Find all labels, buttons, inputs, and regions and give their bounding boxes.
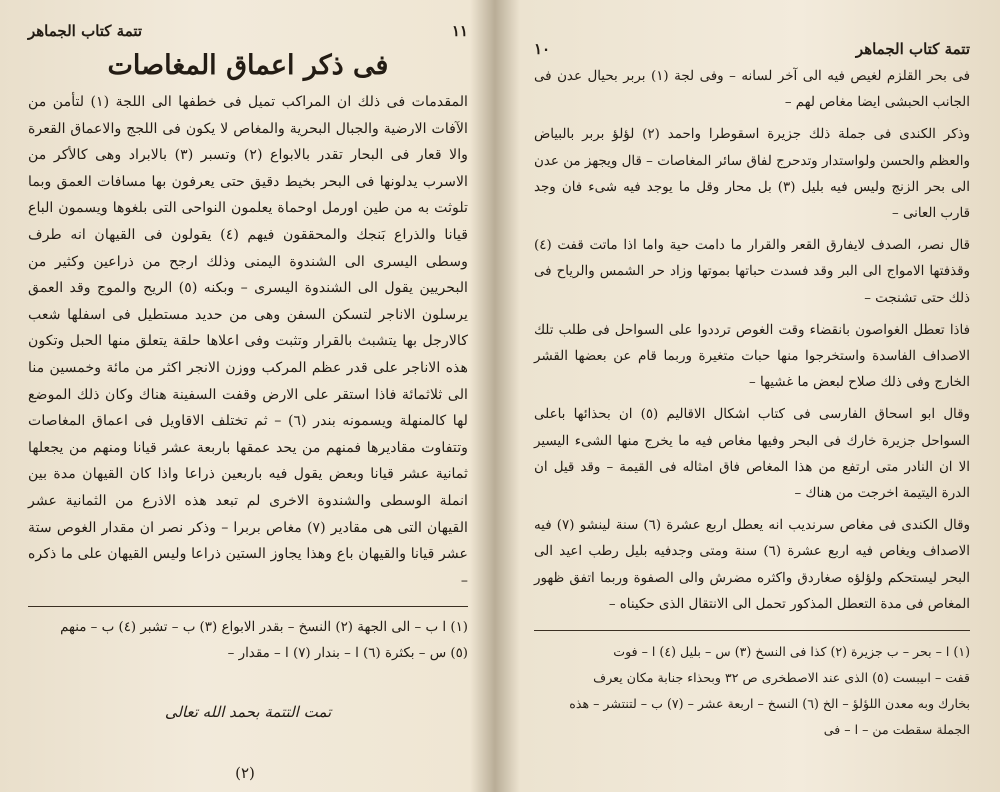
closing-line: تمت التتمة بحمد الله تعالى [164,703,332,722]
footnotes [534,639,970,743]
footnote-line: بخارك وبه معدن اللؤلؤ – الخ (٦) النسخ – اربعة عشر – (٧) ب – لتنتشر – هذه [569,696,970,712]
chapter-title: فى ذكر اعماق المغاصات [107,50,389,81]
footnotes [28,615,468,667]
footnote-rule [534,630,970,631]
paragraph: وقال ابو اسحاق الفارسى فى كتاب اشكال الاقاليم (٥) ان بحذائها باعلى السواحل جزيرة خارك فى البحر وفيها مغاص فيه ما يخرج منها الشىء اليسير الا ان النادر متى ارتفع من هذا المغاص فاق امثاله فى القيمة – وقد قيل ان الدرة اليتيمة اخرجت من هناك – [534,407,970,502]
body-text [28,89,468,594]
footnote-line: (١) ا – بحر – ب جزيرة (٢) كذا فى النسخ (٣) س – بليل (٤) ا – فوت [613,644,970,660]
page-number: ١٠ [534,40,551,58]
paragraph: وقال الكندى فى مغاص سرنديب انه يعطل اربع عشرة (٦) سنة لينشو (٧) فيه الاصداف ويغاص فيه اربع عشرة (٦) سنة ومتى وجدفيه بليل رطب اعيد الى البحر ليستحكم ولؤلؤه صغاردق واكثره مضرش والى الصفوة وربما اتفق ظهور المغاص فى مدة التعطل المذكور تحمل الى الانتقال الذى حكيناه – [534,518,970,612]
footnote-line: قفت – اىيبست (٥) الذى عند الاصطخرى ص ٣٢ وبحذاء جنابة مكان يعرف [593,670,970,686]
running-head-title: تتمة كتاب الجماهر [28,22,143,40]
page-number: ١١ [451,22,468,40]
running-head [28,22,468,46]
footnote-line: (٥) س – بكثرة (٦) ا – بندار (٧) ا – مقدار – [227,646,468,662]
paragraph: المقدمات فى ذلك ان المراكب تميل فى خطفها الى اللجة (١) لتأمن من الآفات الارضية والجبال البحرية والمغاص لا يكون فى اللجج والاعماق القعرة والا قعار فى البحار تقدر بالابواع (٢) وتسبر (٣) بالابراد وهى كالأكر من الاسرب يدلونها فى البحر بخيط دقيق حتى يعرفون بها مسافات العمق وبما تلوثت به من طين اورمل اوحماة يعلمون النواحى التى بلغوها ويسمون الباع قيانا والذراع بَنجك والمحققون فيهم (٤) يقولون فى القيهان انه طرف وسطى اليسرى الى الشندوة اليمنى وذلك ارجح من ذراعين وكثير من البحريين يقول الى الشندوة اليسرى – وبكنه (٥) الريح والموج وقد العمق يرسلون الاناجر لتسكن السفن وهى من حديد مستطيل فى اسفلها شعب كالارجل بها يتشبث بالقرار وتثبت وفى اعلاها حلقة يتعلق منها الحبل وتكون هذه الاناجر على قدر عظم المركب ووزن الانجر اكثر من مائة وخمسين منا الى ثلاثمائة فاذا استقر على الارض وقفت السفينة هناك وكان ذلك الموضع لها كالمنهلة ويسمونه بندر (٦) – ثم تختلف الاقاويل فى اعماق المغاصات وتتفاوت مقاديرها فمنهم من يحد عمقها باربعة عشر قيانا ومنهم من يجعلها ثمانية عشر قيانا وبعض يقول فيه باربعين ذراعا واذا كان القيهان مدة بين انملة الوسطى والشندوة الاخرى لم تبعد هذه الاذرع من الثمانية عشر القيهان التى هى مقادير (٧) مغاص بربرا – وذكر نصر ان مقدار الغوص ستة عشر قيانا والقيهان باع وهذا يجاوز الستين ذراعا وليس القيهان على ما ذكره – [28,94,469,589]
right-page [510,0,1000,792]
paragraph: وذكر الكندى فى جملة ذلك جزيرة اسقوطرا واحمد (٢) لؤلؤ بربر بالبياض والعظم والحسن ولواستدار وتدحرج لفاق سائر المغاصات – قال ويجهز من عدن الى بحر الزنج وليس فيه بليل (٣) بل محار وقل ما يوجد فيه شىء فان وجد قارب العانى – [534,127,970,222]
left-page [0,0,490,792]
paragraph: قال نصر، الصدف لايفارق القعر والقرار ما دامت حية واما اذا ماتت قفت (٤) وقذفتها الامواج الى البر وقد فسدت حباتها بموتها وزاد حر الشمس والرياح فى ذلك حتى تشنجت – [534,238,970,306]
footnote-rule [28,606,468,607]
running-head [534,40,970,64]
footer-page-number: (٢) [235,764,255,782]
paragraph: فى بحر القلزم لغيص فيه الى آخر لسانه – وفى لجة (١) بربر بحيال عدن فى الجانب الحبشى ايضا مغاص لهم – [534,69,970,111]
paragraph: فاذا تعطل الغواصون بانقضاء وقت الغوص ترددوا على السواحل فى طلب تلك الاصداف الفاسدة واستخرجوا منها حبات متغيرة وربما قام عن بعضها القشر الخارج وفى ذلك صلاح لبعض ما غشيها – [534,322,970,391]
footnote-line: (١) ا ب – الى الجهة (٢) النسخ – بقدر الابواع (٣) ب – تشبر (٤) ب – منهم [60,620,468,636]
running-head-title: تتمة كتاب الجماهر [855,40,970,58]
body-text [534,64,970,618]
footnote-line: الجملة سقطت من – ا – فى [823,722,970,738]
